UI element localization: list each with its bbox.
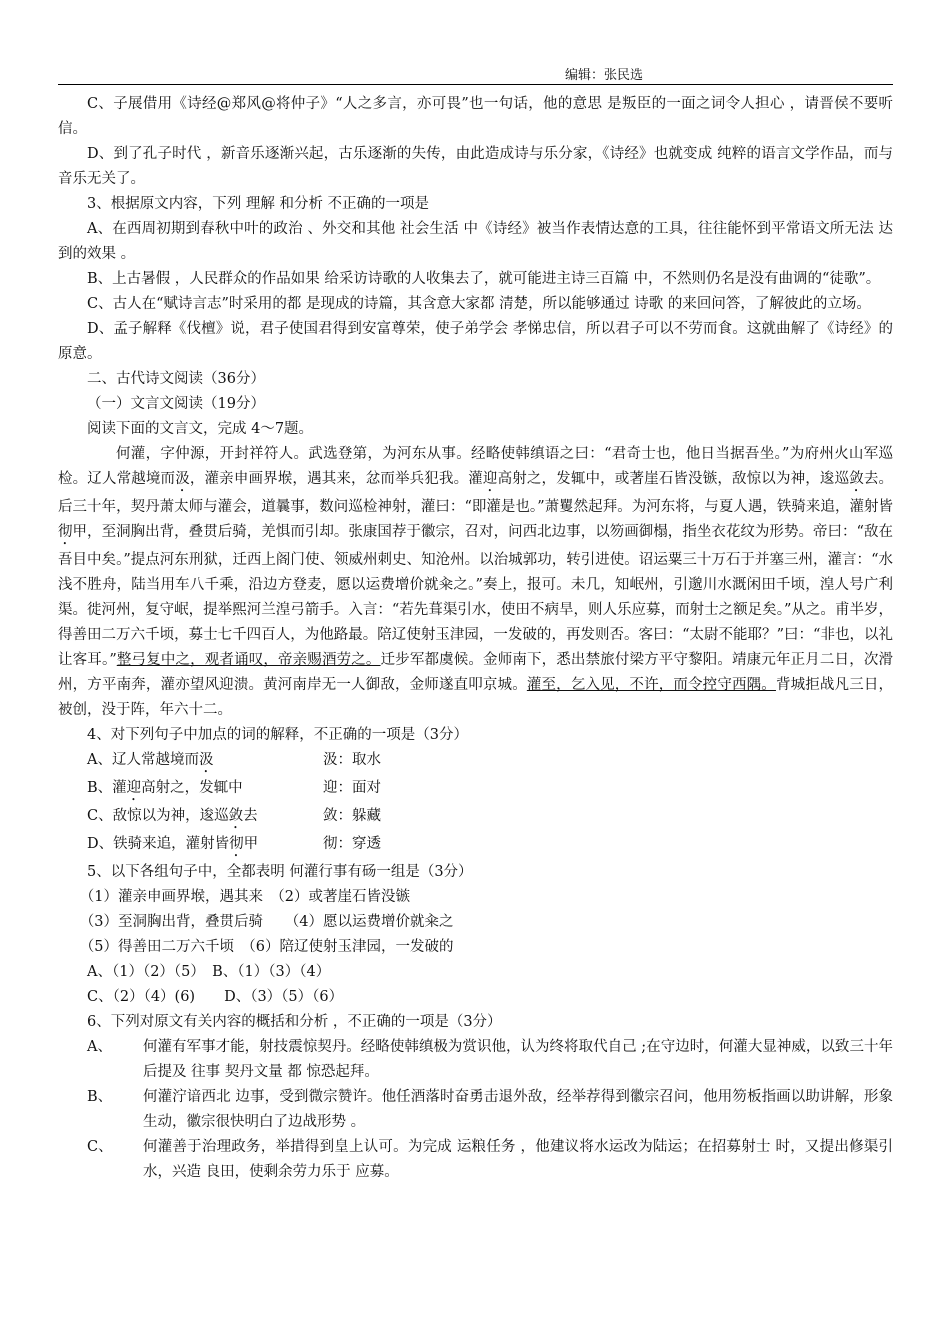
- passage-text: 迁步军都虞候。金师南下，悉出禁旅付梁方平守黎阳。靖康元年正月二日，次滑州，方平南奔，灌亦望风迎溃。黄河南岸无一人御敌，金师遂直叩京城。: [58, 652, 893, 693]
- option-text: 高射之，发辄中: [141, 780, 243, 796]
- option-text: C、敌惊以为神，逡巡: [87, 808, 229, 824]
- dotted-word: 迎: [482, 471, 498, 487]
- dotted-word: 敛: [228, 808, 244, 824]
- question-3-option-a: A、在西周初期到春秋中叶的政治 、外交和其他 社会生活 中《诗经》被当作表情达意的工具，往往能怀到平常语文所无法 达到的效果 。: [58, 221, 893, 262]
- subsection-heading: （一）文言文阅读（19分）: [87, 396, 265, 412]
- option-text: 甲: [243, 836, 259, 852]
- passage-text: 何灌，字仲源，开封祥符人。武选登第，为河东从事。经略使韩缜语之曰：“君奇士也，他日当据吾坐。”为府州火山军巡检。辽人常越境而: [58, 446, 893, 487]
- question-6-option-b: [58, 1085, 893, 1135]
- option-text: 去: [243, 808, 258, 824]
- question-5-stem: 5、以下各组句子中，全都表明 何灌行事有砀一组是（3分）: [87, 864, 473, 880]
- section-heading: 二、古代诗文阅读（36分）: [87, 371, 265, 387]
- option-gloss: 汲：取水: [323, 752, 381, 768]
- question-5-answers: C、（2）（4）(6) D、（3）（5）（6）: [87, 989, 344, 1005]
- question-6-option-a: [58, 1035, 893, 1085]
- dotted-word: 汲: [198, 752, 214, 768]
- underlined-sentence: 灌至，乞入见，不许，而令控守西隅。: [526, 677, 776, 693]
- option-label: B、: [87, 1089, 113, 1105]
- question-3-stem: 3、根据原文内容，下列 理解 和分析 不正确的一项是: [87, 196, 430, 212]
- question-4-option: [58, 776, 893, 804]
- page-header-editor: 编辑：张民选: [565, 68, 644, 83]
- option-text: 何灌泞谙西北 边事，受到微宗赞许。他任酒落时奋勇击退外敌，经举荐得到徽宗召问，他用笏板指画以助讲解，形象生动，徽宗很快明白了边战形势 。: [143, 1089, 893, 1130]
- question-4-option: [58, 832, 893, 860]
- dotted-word: 彻: [58, 524, 73, 540]
- reading-instruction: 阅读下面的文言文，完成 4～7题。: [87, 421, 314, 437]
- option-gloss: 迎：面对: [323, 780, 381, 796]
- option-gloss: 敛：躲藏: [323, 808, 381, 824]
- question-5-row: （1）灌亲申画界堠，遇其来 （2）或著崖石皆没镞: [79, 889, 410, 905]
- option-text: B、灌: [87, 780, 127, 796]
- passage-text: 背城拒战凡三日，被创，没于阵，年六十二。: [58, 677, 894, 718]
- question-3-option-d: D、孟子解释《伐檀》说，君子使国君得到安富尊荣，使子弟学会 孝悌忠信，所以君子可以不劳而食。这就曲解了《诗经》的原意。: [58, 321, 893, 362]
- classical-passage: [58, 442, 893, 723]
- question-4-stem: 4、对下列句子中加点的词的解释，不正确的一项是（3分）: [87, 727, 468, 743]
- option-text: D、铁骑来追，灌射皆: [87, 836, 230, 852]
- document-body: [58, 92, 893, 1185]
- passage-text: 去。后三十年，契丹萧太师与灌会，道曩事，数问巡检神射，灌曰：“即灌是也。”萧矍然起拜。为河东将，与夏人遇，铁骑来追，灌射皆: [58, 471, 894, 515]
- question-6-option-c: [58, 1135, 893, 1185]
- option-text: 何灌善于治理政务，举措得到皇上认可。为完成 运粮任务 ，他建议将水运改为陆运；在招募射士 时，又提出修渠引水，兴造 良田，使剩余劳力乐于 应募。: [143, 1139, 893, 1180]
- question-3-option-c: C、古人在“赋诗言志”时采用的都 是现成的诗篇，其含意大家都 清楚，所以能够通过 诗歌 的来回问答，了解彼此的立场。: [87, 296, 871, 312]
- dotted-word: 汲: [175, 471, 190, 487]
- option-text: A、辽人常越境而: [87, 752, 199, 768]
- dotted-word: 迎: [126, 780, 142, 796]
- question-3-option-b: B、上古暑假 ，人民群众的作品如果 给采访诗歌的人收集去了，就可能进主诗三百篇 中，不然则仍名是没有曲调的“徒歌”。: [87, 271, 881, 287]
- option-d-prev: D、到了孔子时代 ，新音乐逐渐兴起，古乐逐渐的失传，由此造成诗与乐分家，《诗经》也就变成 纯粹的语言文学作品，而与音乐无关了。: [58, 146, 893, 187]
- option-label: C、: [87, 1139, 113, 1155]
- underlined-sentence: 整弓复中之，观者诵叹，帝亲赐酒劳之。: [116, 652, 381, 668]
- header-rule: [58, 84, 893, 85]
- dotted-word: 敛: [849, 471, 864, 487]
- option-c-prev: C、子展借用《诗经@郑风@将仲子》“人之多言，亦可畏”也一句话，他的意思 是叛臣的一面之词令人担心 ，请晋侯不要听信。: [58, 96, 893, 137]
- option-gloss: 彻：穿透: [323, 836, 381, 852]
- question-5-answers: A、（1）（2）（5） B、（1）（3）（4）: [87, 964, 331, 980]
- question-5-row: （3）至洞胸出背，叠贯后骑 （4）愿以运费增价就籴之: [79, 914, 454, 930]
- question-5-row: （5）得善田二万六千顷 （6）陪辽使射玉津园，一发破的: [79, 939, 454, 955]
- question-6-stem: 6、下列对原文有关内容的概括和分析 ，不正确的一项是（3分）: [87, 1014, 502, 1030]
- passage-text: 甲，至洞胸出背，叠贯后骑，羌惧而引却。张康国荐于徽宗，召对，问西北边事，以笏画御榻，指坐衣花纹为形势。帝曰：“敌在吾目中矣。”提点河东刑狱，迁西上阁门使、领威州刺史、知沧州。以治城郭功，转引进使。诏运粟三十万石于并塞三州，灌言：“水浅不胜舟，陆当用车八千乘，沿边方登麦，愿以运费增价就籴之。”奏上，报可。未几，知岷州，引邈川水溉闲田千顷，湟人号广利渠。徙河州，复守岷，提举熙河兰湟弓箭手。入言：“若先葺渠引水，使田不病旱，则人乐应募，而射士之额足矣。”从之。甫半岁，得善田二万六千顷，募士七千四百人，为他路最。陪辽使射玉津园，一发破的，再发则否。客曰：“太尉不能耶？”曰：“非也，以礼让客耳。”: [58, 524, 893, 668]
- question-4-option: [58, 748, 893, 776]
- passage-text: ，灌亲申画界堠，遇其来，忿而举兵犯我。灌: [189, 471, 483, 487]
- option-text: 何灌有军事才能，射技震惊契丹。经略使韩缜极为赏识他，认为终将取代自己 ;在守边时，何灌大显神威，以致三十年后提及 往事 契丹文量 都 惊恐起拜。: [143, 1039, 893, 1080]
- option-label: A、: [87, 1039, 112, 1055]
- passage-text: 高射之，发辄中，或著崖石皆没镞，敌惊以为神，逡巡: [497, 471, 850, 487]
- question-4-option: [58, 804, 893, 832]
- dotted-word: 彻: [229, 836, 244, 852]
